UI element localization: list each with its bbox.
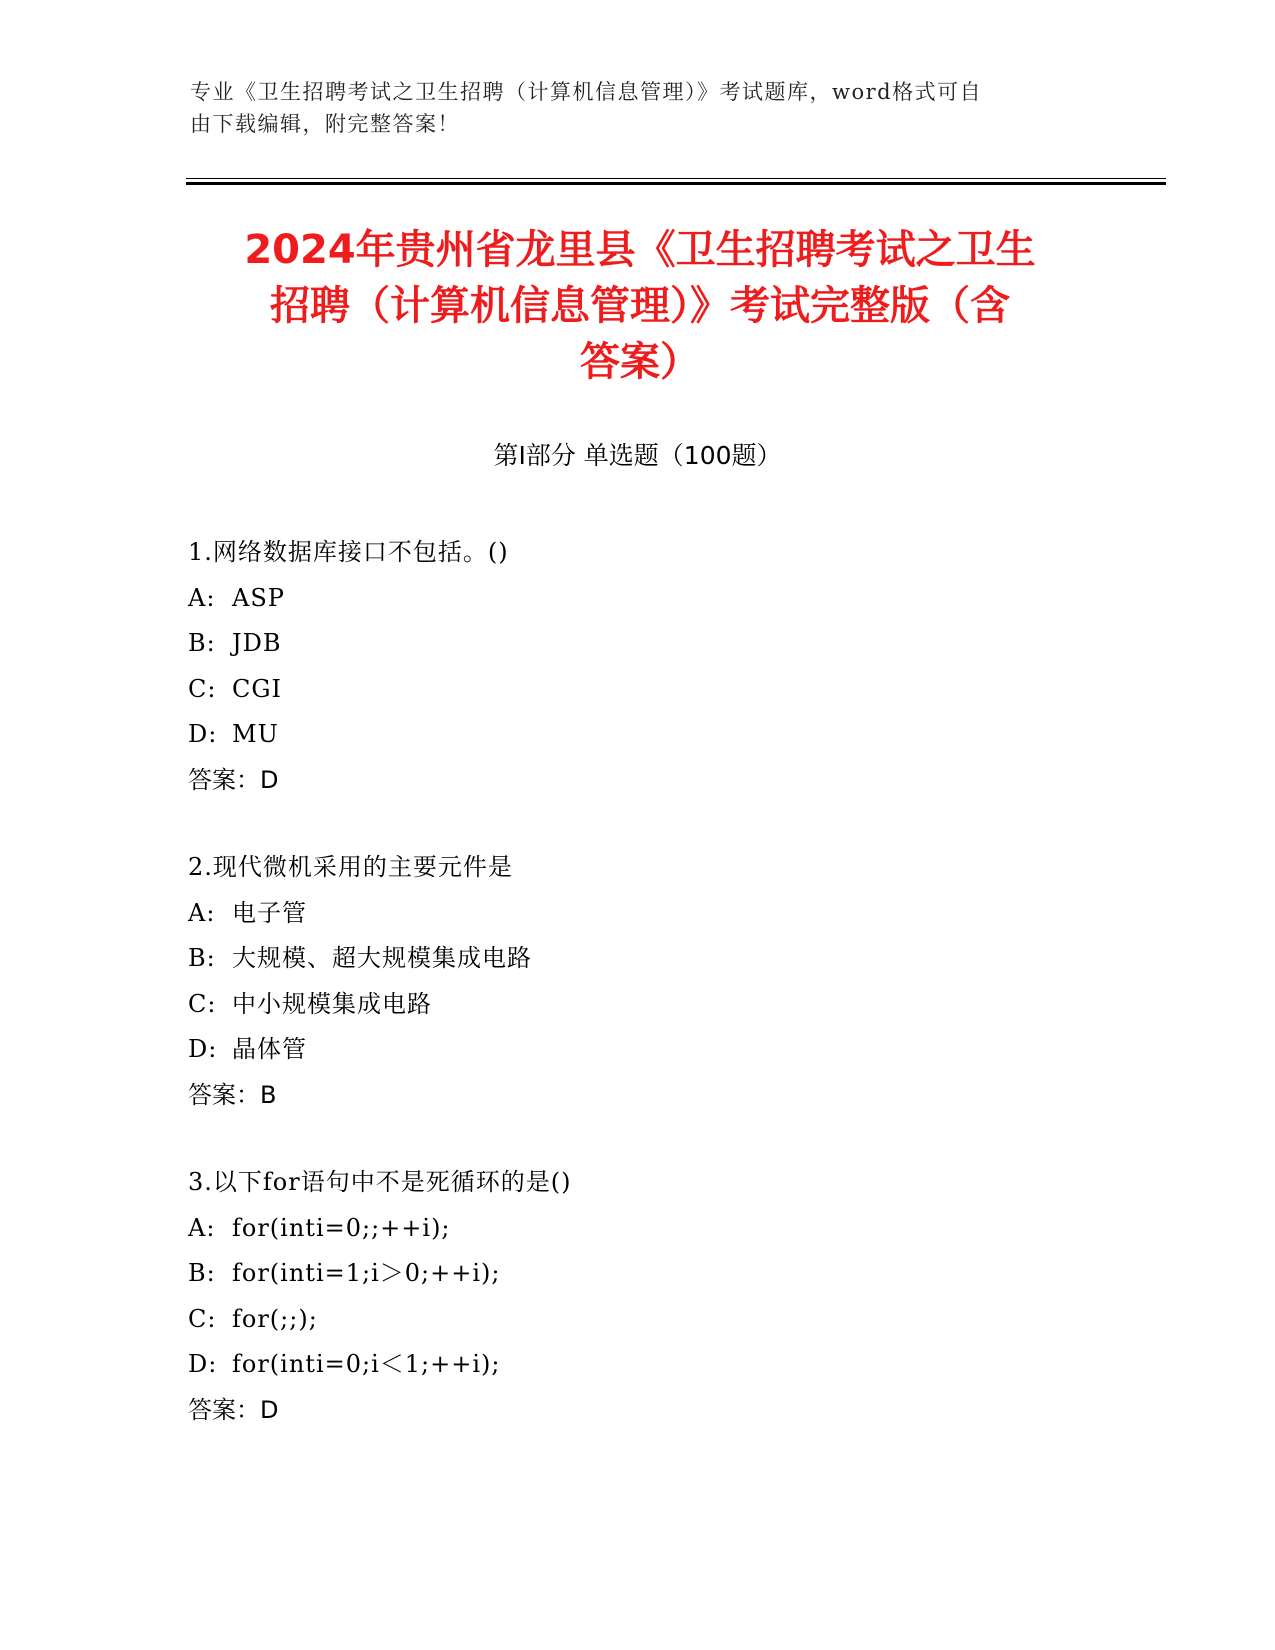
question-stem: 3.以下for语句中不是死循环的是() [188,1168,572,1196]
option-a [188,1206,1148,1252]
option-text: 中小规模集成电路 [232,989,432,1018]
header-note [190,76,1070,140]
option-c [188,667,1148,713]
option-text: MU [232,720,279,748]
header-note-line-1: 专业《卫生招聘考试之卫生招聘（计算机信息管理）》考试题库，word格式可自 [190,80,983,104]
option-key: A: [188,583,216,612]
header-divider-thin [186,178,1166,179]
option-d [188,712,1148,758]
header-divider-thick [186,182,1166,185]
option-d [188,1027,1148,1073]
option-c [188,982,1148,1028]
option-key: A: [188,1213,216,1242]
option-a [188,891,1148,937]
option-text: 晶体管 [232,1035,307,1063]
document-title-line-1: 2024年贵州省龙里县《卫生招聘考试之卫生 [244,227,1036,273]
option-b [188,1251,1148,1297]
option-key: C: [188,1304,217,1333]
answer-line: 答案：D [188,765,279,794]
option-text: ASP [232,583,285,612]
option-text: JDB [232,629,282,657]
option-d [188,1342,1148,1388]
option-b [188,621,1148,667]
option-b [188,936,1148,982]
option-c [188,1297,1148,1343]
question-stem: 1.网络数据库接口不包括。() [188,538,509,566]
option-key: A: [188,898,216,927]
answer-line: 答案：B [188,1080,277,1109]
question-stem: 2.现代微机采用的主要元件是 [188,853,513,881]
header-note-line-2: 由下载编辑，附完整答案！ [190,112,460,136]
option-text: CGI [232,674,283,703]
option-a [188,576,1148,622]
document-title [190,222,1090,390]
option-text: 大规模、超大规模集成电路 [232,944,532,972]
option-key: B: [188,944,216,972]
question-item [188,530,1148,803]
option-key: D: [188,1035,218,1063]
question-item [188,1160,1148,1433]
document-title-line-3: 答案） [580,339,700,385]
answer-line: 答案：D [188,1395,279,1424]
option-text: 电子管 [232,898,307,927]
option-key: C: [188,674,217,703]
option-key: C: [188,989,217,1018]
section-heading: 第Ⅰ部分 单选题（100题） [493,441,782,470]
option-key: D: [188,1350,218,1378]
option-text: for(inti=0;i＜1;++i); [232,1350,501,1378]
option-text: for(;;); [232,1304,318,1333]
document-title-line-2: 招聘（计算机信息管理）》考试完整版（含 [270,283,1010,329]
question-list [188,530,1148,1475]
option-text: for(inti=0;;++i); [232,1213,451,1242]
option-key: B: [188,1259,216,1287]
option-key: D: [188,720,218,748]
option-key: B: [188,629,216,657]
option-text: for(inti=1;i＞0;++i); [232,1259,501,1287]
question-item [188,845,1148,1118]
